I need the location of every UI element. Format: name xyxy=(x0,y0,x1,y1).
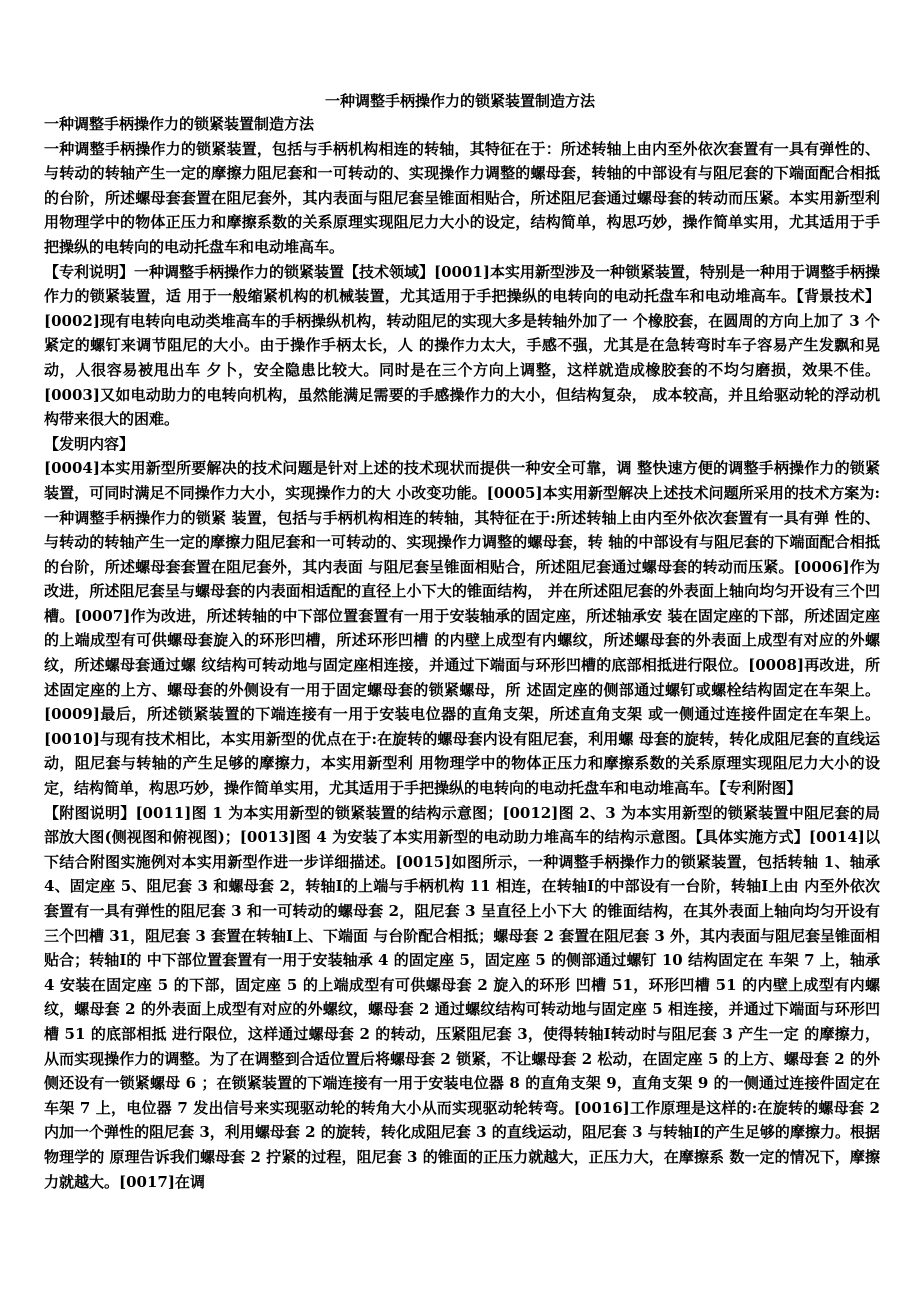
invention-paragraph: [0004]本实用新型所要解决的技术问题是针对上述的技术现状而提供一种安全可靠，调 整快速方便的调整手柄操作力的锁紧装置，可同时满足不同操作力大小，实现操作力的大 小改变功能。[0005]本实用新型解决上述技术问题所采用的技术方案为:一种调整手柄操作力的锁紧 装置，包括与手柄机构相连的转轴，其特征在于:所述转轴上由内至外依次套置有一具有弹 性的、与转动的转轴产生一定的摩擦力阻尼套和一可转动的、实现操作力调整的螺母套，转 轴的中部设有与阻尼套的下端面配合相抵的台阶，所述螺母套套置在阻尼套外，其内表面 与阻尼套呈锥面相贴合，所述阻尼套通过螺母套的转动而压紧。[0006]作为改进，所述阻尼套呈与螺母套的内表面相适配的直径上小下大的锥面结构， 并在所述阻尼套的外表面上轴向均匀开设有三个凹槽。[0007]作为改进，所述转轴的中下部位置套置有一用于安装轴承的固定座，所述轴承安 装在固定座的下部，所述固定座的上端成型有可供螺母套旋入的环形凹槽，所述环形凹槽 的内壁上成型有内螺纹，所述螺母套的外表面上成型有对应的外螺纹，所述螺母套通过螺 纹结构可转动地与固定座相连接，并通过下端面与环形凹槽的底部相抵进行限位。[0008]再改进，所述固定座的上方、螺母套的外侧设有一用于固定螺母套的锁紧螺母，所 述固定座的侧部通过螺钉或螺栓结构固定在车架上。[0009]最后，所述锁紧装置的下端连接有一用于安装电位器的直角支架，所述直角支架 或一侧通过连接件固定在车架上。[0010]与现有技术相比，本实用新型的优点在于:在旋转的螺母套内设有阻尼套，利用螺 母套的旋转，转化成阻尼套的直线运动，阻尼套与转轴的产生足够的摩擦力，本实用新型利 用物理学中的物体正压力和摩擦系数的关系原理实现阻尼力大小的设定，结构简单，构思巧妙，操作简单实用，尤其适用于手把操纵的电转向的电动托盘车和电动堆高车。【专利附图】 xyxy=(44,459,880,798)
invention-heading: 【发明内容】 xyxy=(44,434,135,453)
document-title: 一种调整手柄操作力的锁紧装置制造方法 xyxy=(324,92,595,110)
section-heading: 一种调整手柄操作力的锁紧装置制造方法 xyxy=(44,115,315,133)
abstract-paragraph: 一种调整手柄操作力的锁紧装置，包括与手柄机构相连的转轴，其特征在于：所述转轴上由内至外依次套置有一具有弹性的、与转动的转轴产生一定的摩擦力阻尼套和一可转动的、实现操作力调整的螺母套，转轴的中部设有与阻尼套的下端面配合相抵的台阶，所述螺母套套置在阻尼套外，其内表面与阻尼套呈锥面相贴合，所述阻尼套通过螺母套的转动而压紧。本实用新型利用物理学中的物体正压力和摩擦系数的关系原理实现阻尼力大小的设定，结构简单，构思巧妙，操作简单实用，尤其适用于手把操纵的电转向的电动托盘车和电动堆高车。 xyxy=(44,139,880,256)
drawings-paragraph: 【附图说明】[0011]图 1 为本实用新型的锁紧装置的结构示意图；[0012]图 2、3 为本实用新型的锁紧装置中阻尼套的局部放大图(侧视图和俯视图)；[0013]图 4 为安装了本实用新型的电动助力堆高车的结构示意图。【具体实施方式】[0014]以下结合附图实施例对本实用新型作进一步详细描述。[0015]如图所示，一种调整手柄操作力的锁紧装置，包括转轴 1、轴承 4、固定座 5、阻尼套 3 和螺母套 2，转轴Ⅰ的上端与手柄机构 11 相连，在转轴Ⅰ的中部设有一台阶，转轴Ⅰ上由 内至外依次套置有一具有弹性的阻尼套 3 和一可转动的螺母套 2，阻尼套 3 呈直径上小下大 的锥面结构，在其外表面上轴向均匀开设有三个凹槽 31，阻尼套 3 套置在转轴Ⅰ上、下端面 与台阶配合相抵；螺母套 2 套置在阻尼套 3 外，其内表面与阻尼套呈锥面相贴合；转轴Ⅰ的 中下部位置套置有一用于安装轴承 4 的固定座 5，固定座 5 的侧部通过螺钉 10 结构固定在 车架 7 上，轴承 4 安装在固定座 5 的下部，固定座 5 的上端成型有可供螺母套 2 旋入的环形 凹槽 51，环形凹槽 51 的内壁上成型有内螺纹，螺母套 2 的外表面上成型有对应的外螺纹，螺母套 2 通过螺纹结构可转动地与固定座 5 相连接，并通过下端面与环形凹槽 51 的底部相抵 进行限位，这样通过螺母套 2 的转动，压紧阻尼套 3，使得转轴Ⅰ转动时与阻尼套 3 产生一定 的摩擦力，从而实现操作力的调整。为了在调整到合适位置后将螺母套 2 锁紧，不让螺母套 2 松动，在固定座 5 的上方、螺母套 2 的外侧还设有一锁紧螺母 6 ；在锁紧装置的下端连接有一用于安装电位器 8 的直角支架 9，直角支架 9 的一侧通过连接件固定在车架 7 上，电位器 7 发出信号来实现驱动轮的转角大小从而实现驱动轮转弯。[0016]工作原理是这样的:在旋转的螺母套 2 内加一个弹性的阻尼套 3，利用螺母套 2 的旋转，转化成阻尼套 3 的直线运动，阻尼套 3 与转轴Ⅰ的产生足够的摩擦力。根据物理学的 原理告诉我们螺母套 2 拧紧的过程，阻尼套 3 的锥面的正压力就越大，正压力大，在摩擦系 数一定的情况下，摩擦力就越大。[0017]在调 xyxy=(44,803,880,1191)
document-body xyxy=(44,112,880,1194)
background-paragraph: 【专利说明】一种调整手柄操作力的锁紧装置【技术领域】[0001]本实用新型涉及一种锁紧装置，特别是一种用于调整手柄操作力的锁紧装置，适 用于一般缩紧机构的机械装置，尤其适用于手把操纵的电转向的电动托盘车和电动堆高车。【背景技术】[0002]现有电转向电动类堆高车的手柄操纵机构，转动阻尼的实现大多是转轴外加了一 个橡胶套，在圆周的方向上加了 3 个紧定的螺钉来调节阻尼的大小。由于操作手柄太长，人 的操作力太大，手感不强，尤其是在急转弯时车子容易产生发飘和晃动，人很容易被甩出车 夕卜，安全隐患比较大。同时是在三个方向上调整，这样就造成橡胶套的不均匀磨损，效果不佳。[0003]又如电动助力的电转向机构，虽然能满足需要的手感操作力的大小，但结构复杂， 成本较高，并且给驱动轮的浮动机构带来很大的困难。 xyxy=(44,262,880,429)
